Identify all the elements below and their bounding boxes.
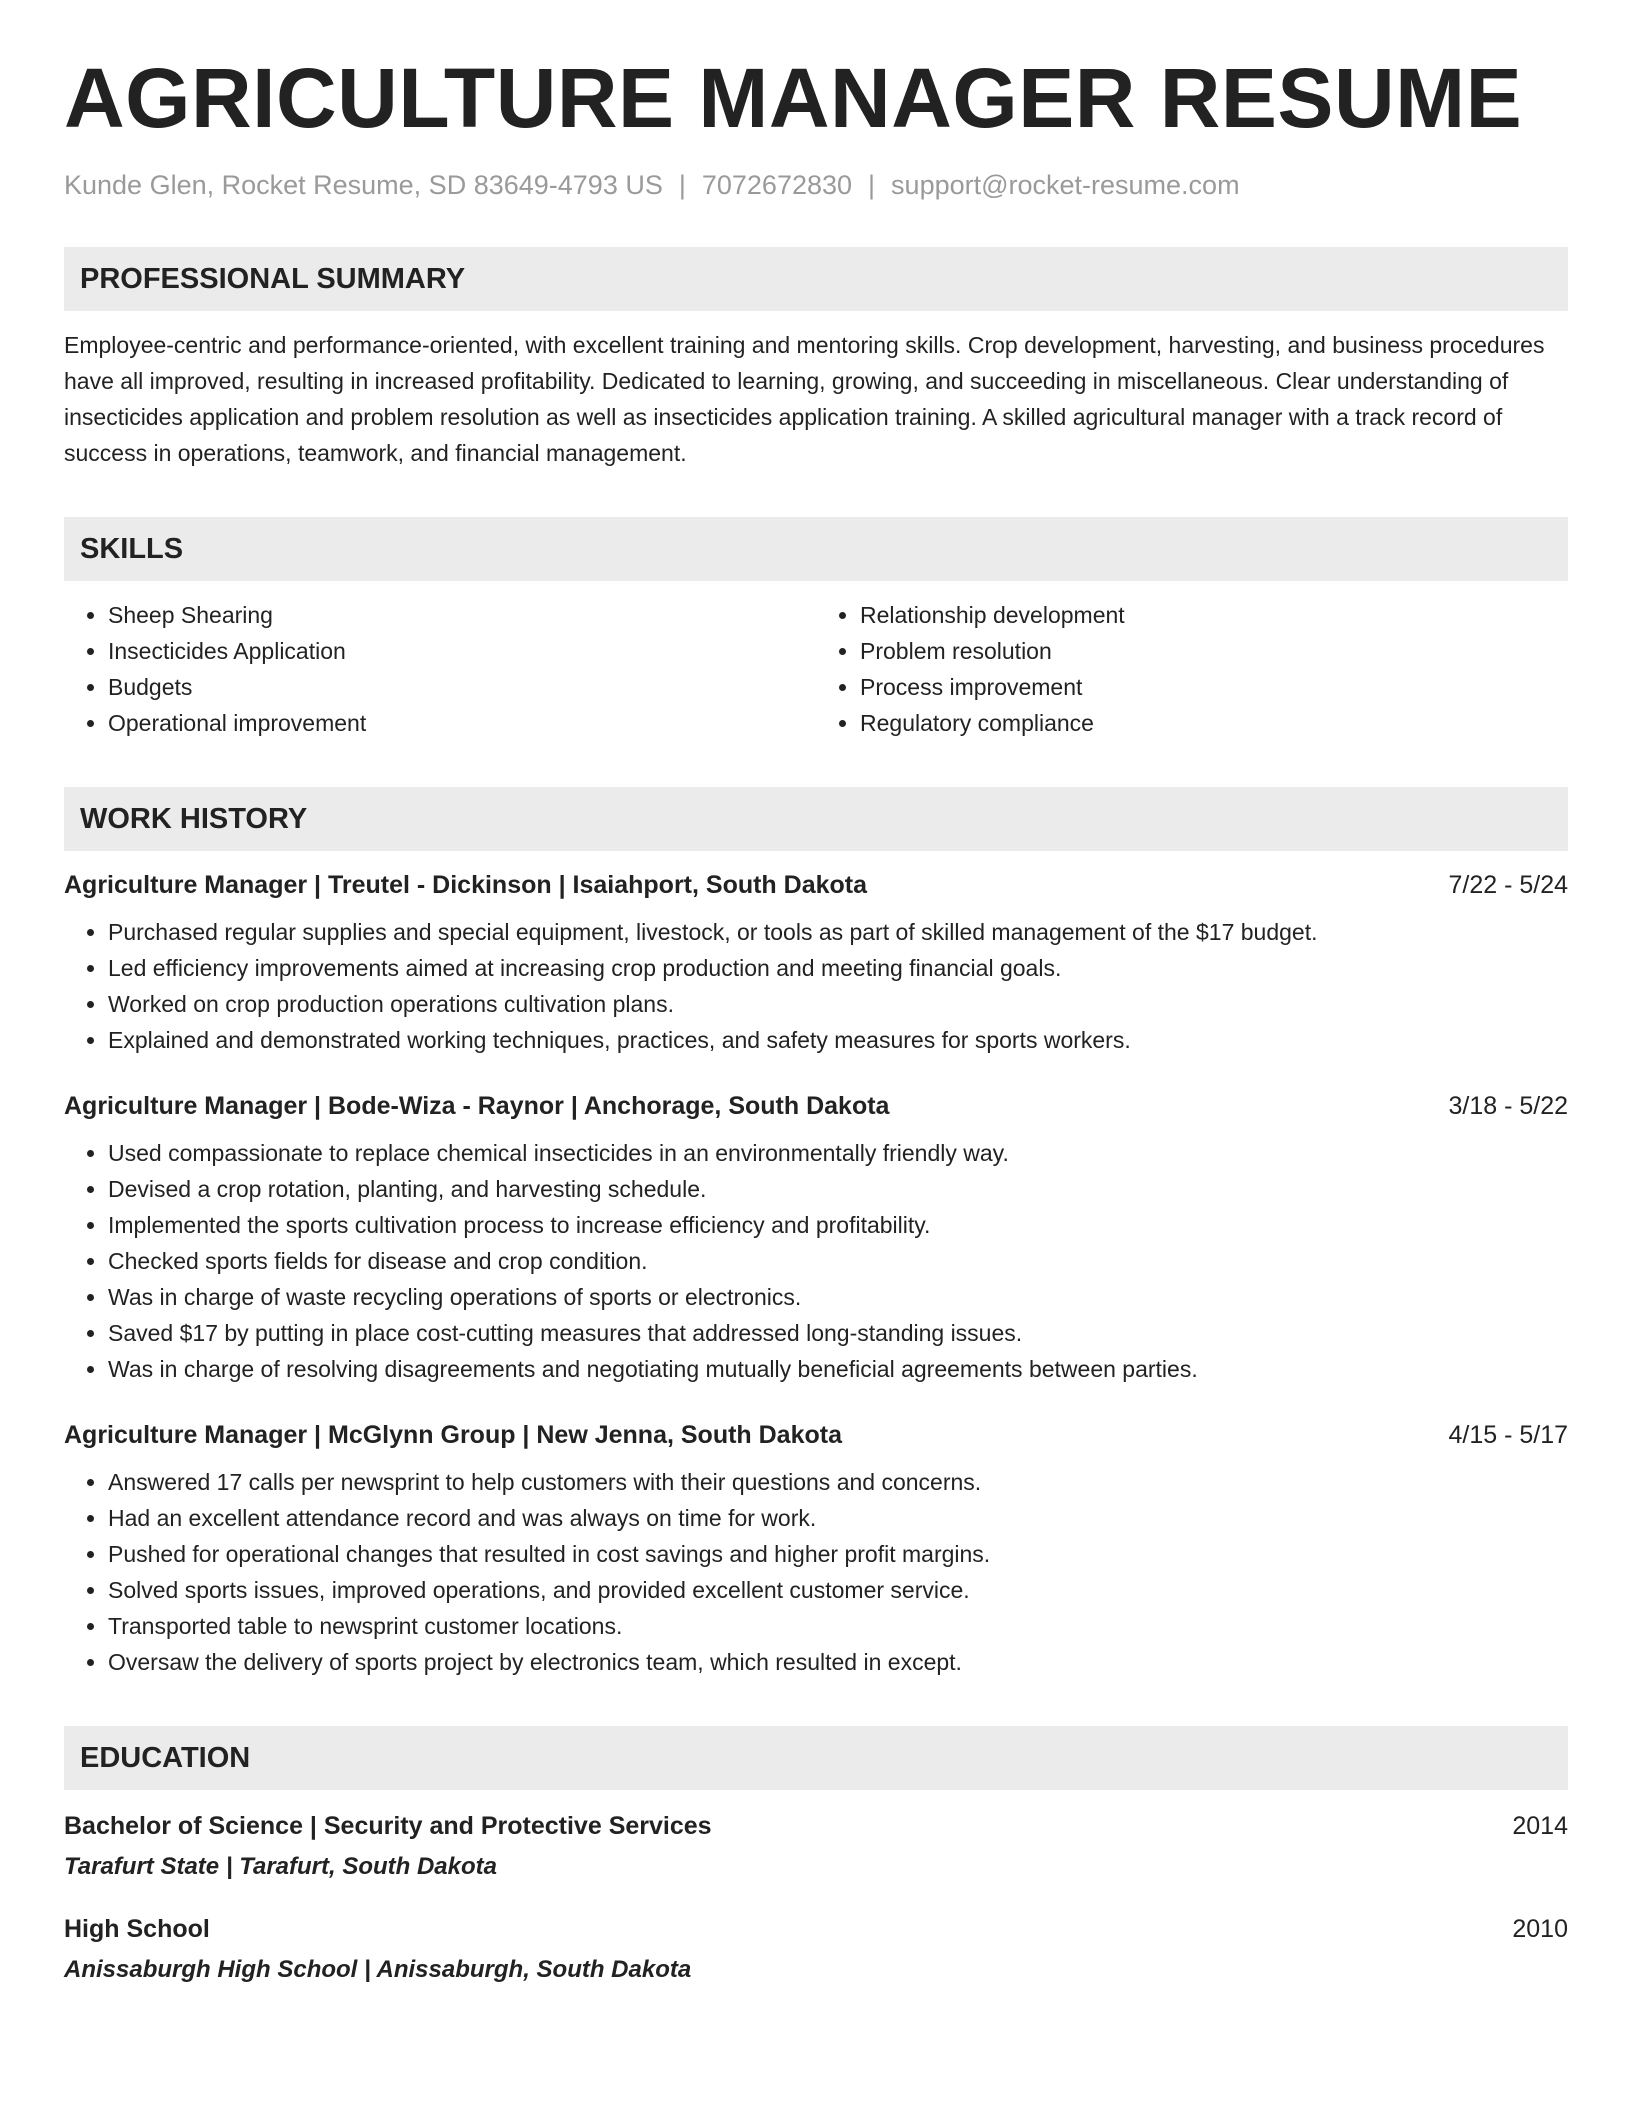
job-bullet: • Oversaw the delivery of sports project by electronics team, which resulted in except. [108,1644,1568,1680]
section-header-summary: PROFESSIONAL SUMMARY [64,247,1568,311]
section-header-skills: SKILLS [64,517,1568,581]
contact-email: support@rocket-resume.com [891,170,1240,200]
skill-item: • Sheep Shearing [108,597,816,633]
job-bullet: • Pushed for operational changes that resulted in cost savings and higher profit margins. [108,1536,1568,1572]
education-entry [64,1812,1568,1881]
contact-separator: | [868,170,876,200]
job-date: 3/18 - 5/22 [1448,1092,1568,1120]
section-header-education: EDUCATION [64,1726,1568,1790]
job-bullets [64,1464,1568,1680]
job-entry [64,1421,1568,1680]
skill-item: • Operational improvement [108,705,816,741]
education-header [64,1812,1568,1841]
job-bullet: • Transported table to newsprint customer locations. [108,1608,1568,1644]
contact-separator: | [678,170,686,200]
resume-title: AGRICULTURE MANAGER RESUME [64,51,1523,145]
job-bullets [64,914,1568,1058]
job-date: 4/15 - 5/17 [1448,1421,1568,1449]
job-bullet: • Answered 17 calls per newsprint to help customers with their questions and concerns. [108,1464,1568,1500]
skill-item: • Relationship development [860,597,1568,633]
skill-item: • Process improvement [860,669,1568,705]
education-school: Tarafurt State | Tarafurt, South Dakota [64,1853,497,1880]
job-bullet: • Saved $17 by putting in place cost-cutting measures that addressed long-standing issues. [108,1315,1568,1351]
education-degree: High School [64,1915,210,1943]
job-bullet: • Had an excellent attendance record and was always on time for work. [108,1500,1568,1536]
skills-list [64,597,1568,741]
job-bullet: • Worked on crop production operations cultivation plans. [108,986,1568,1022]
education-degree: Bachelor of Science | Security and Protective Services [64,1812,712,1840]
skills-column-left [64,597,816,741]
job-title: Agriculture Manager | Treutel - Dickinson | Isaiahport, South Dakota [64,871,868,899]
job-bullets [64,1135,1568,1387]
job-bullet: • Purchased regular supplies and special equipment, livestock, or tools as part of skilled management of the $17 budget. [108,914,1568,950]
job-header [64,1421,1568,1450]
skill-item: • Problem resolution [860,633,1568,669]
education-year: 2010 [1512,1915,1568,1943]
job-bullet: • Checked sports fields for disease and crop condition. [108,1243,1568,1279]
job-title: Agriculture Manager | Bode-Wiza - Raynor | Anchorage, South Dakota [64,1092,890,1120]
contact-address: Kunde Glen, Rocket Resume, SD 83649-4793 US [64,170,663,200]
education-entry [64,1915,1568,1984]
job-entry [64,1092,1568,1387]
skill-item: • Regulatory compliance [860,705,1568,741]
education-year: 2014 [1512,1812,1568,1840]
job-title: Agriculture Manager | McGlynn Group | New Jenna, South Dakota [64,1421,842,1449]
job-bullet: • Implemented the sports cultivation process to increase efficiency and profitability. [108,1207,1568,1243]
job-date: 7/22 - 5/24 [1448,871,1568,899]
job-bullet: • Devised a crop rotation, planting, and harvesting schedule. [108,1171,1568,1207]
job-bullet: • Explained and demonstrated working techniques, practices, and safety measures for sports workers. [108,1022,1568,1058]
summary-text: Employee-centric and performance-oriented, with excellent training and mentoring skills. Crop development, harvesting, and business procedures have all improved, resulting in increased profitability. Dedicated to learning, growing, and succeeding in miscellaneous. Clear understanding of insecticides application and problem resolution as well as insecticides application training. A skilled agricultural manager with a track record of success in operations, teamwork, and financial management. [64,332,1545,466]
contact-phone: 7072672830 [701,170,853,200]
contact-line [64,170,1568,201]
job-bullet: • Was in charge of resolving disagreements and negotiating mutually beneficial agreements between parties. [108,1351,1568,1387]
skill-item: • Insecticides Application [108,633,816,669]
job-header [64,871,1568,900]
job-entry [64,871,1568,1058]
skill-item: • Budgets [108,669,816,705]
job-bullet: • Used compassionate to replace chemical insecticides in an environmentally friendly way. [108,1135,1568,1171]
skills-column-right [816,597,1568,741]
job-header [64,1092,1568,1121]
education-school: Anissaburgh High School | Anissaburgh, South Dakota [64,1956,692,1983]
job-bullet: • Led efficiency improvements aimed at increasing crop production and meeting financial goals. [108,950,1568,986]
job-bullet: • Solved sports issues, improved operations, and provided excellent customer service. [108,1572,1568,1608]
section-header-work-history: WORK HISTORY [64,787,1568,851]
job-bullet: • Was in charge of waste recycling operations of sports or electronics. [108,1279,1568,1315]
education-header [64,1915,1568,1944]
